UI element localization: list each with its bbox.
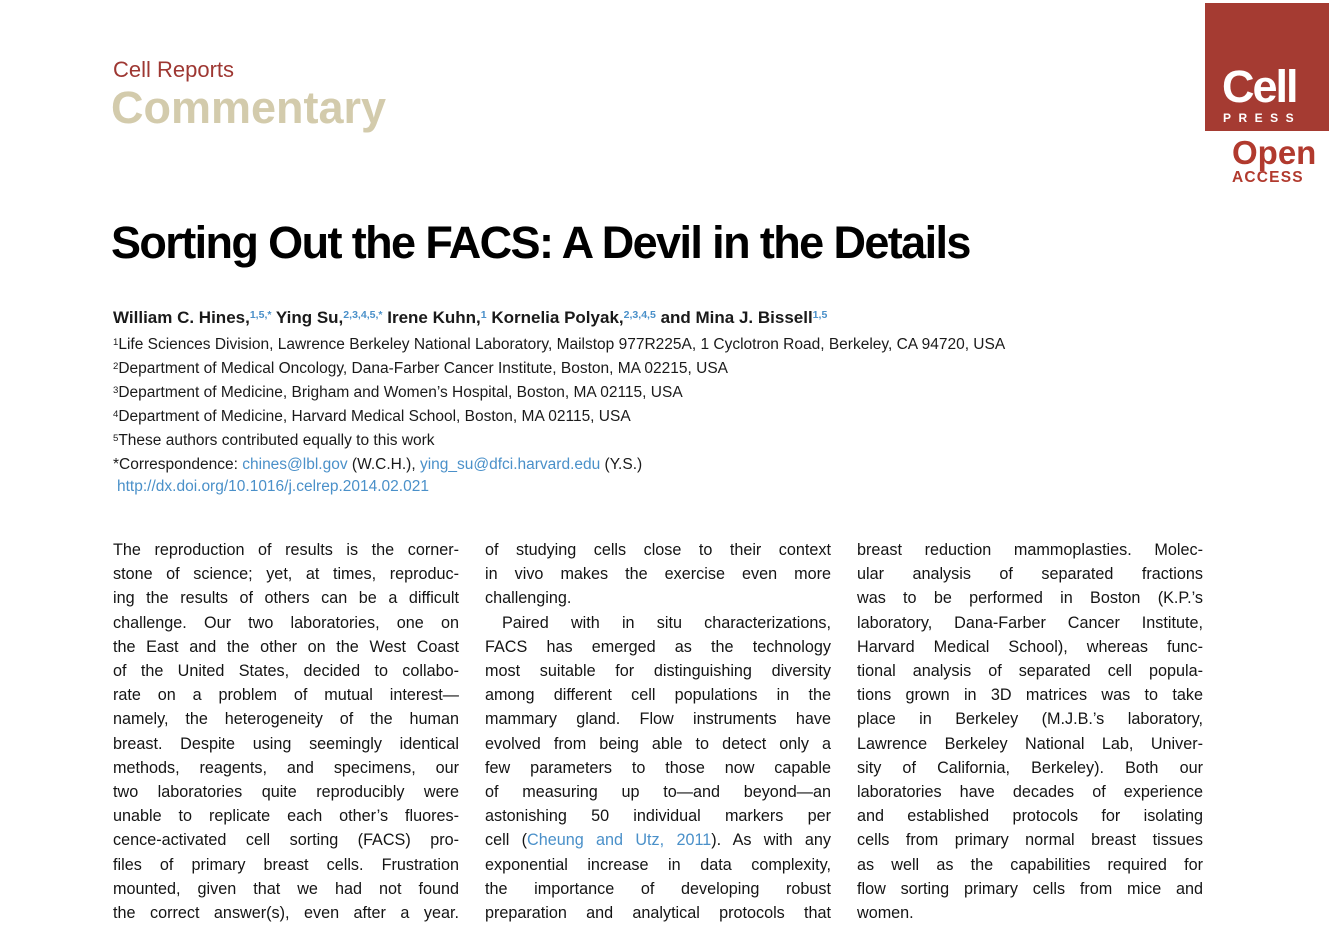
body-line [485, 901, 831, 925]
body-line [857, 780, 1203, 804]
email-link-chines[interactable]: chines@lbl.gov [242, 456, 348, 473]
superscript: 2,3,4,5,* [343, 309, 383, 322]
doi-line [113, 476, 1213, 498]
body-line [485, 732, 831, 756]
article-title: Sorting Out the FACS: A Devil in the Details [111, 217, 970, 268]
affiliation-line [113, 406, 1213, 430]
body-line [485, 683, 831, 707]
press-logo-text: PRESS [1223, 111, 1302, 125]
body-line [857, 828, 1203, 852]
text-segment: (Y.S.) [600, 456, 643, 473]
text-segment: flow sorting primary cells from mice and [857, 879, 1203, 898]
text-segment: of studying cells close to their context [485, 541, 831, 559]
superscript: 1 [480, 309, 487, 322]
body-line [113, 586, 459, 610]
text-segment: files of primary breast cells. Frustration [113, 855, 459, 874]
body-line [113, 659, 459, 683]
body-line [113, 780, 459, 804]
text-segment: Harvard Medical School), whereas func- [857, 637, 1203, 656]
body-line [857, 538, 1203, 562]
text-segment: namely, the heterogeneity of the human [113, 710, 459, 729]
text-segment: methods, reagents, and specimens, our [113, 758, 459, 777]
text-segment: women. [857, 904, 914, 923]
author-line [113, 308, 1203, 328]
body-line [113, 901, 459, 925]
body-line [485, 635, 831, 659]
body-line [113, 683, 459, 707]
affiliation-list [113, 334, 1213, 454]
text-segment: the importance of developing robust [485, 879, 831, 898]
text-segment: astonishing 50 individual markers per [485, 807, 831, 826]
text-segment: stone of science; yet, at times, reproduc- [113, 565, 459, 584]
citation-link[interactable]: Cheung and Utz, 2011 [527, 831, 712, 850]
text-segment: laboratory, Dana-Farber Cancer Institute, [857, 613, 1203, 632]
text-segment: two laboratories quite reproducibly were [113, 783, 459, 802]
text-segment: challenging. [485, 589, 572, 608]
body-line [857, 562, 1203, 586]
text-segment: of the United States, decided to collabo- [113, 662, 459, 681]
text-segment: rate on a problem of mutual interest— [113, 686, 459, 705]
text-segment: Irene Kuhn, [382, 308, 481, 327]
journal-name: Cell Reports [113, 57, 235, 82]
body-line [113, 853, 459, 877]
text-segment: cell ( [485, 831, 527, 850]
text-segment: was to be performed in Boston (K.P.’s [857, 589, 1203, 608]
text-segment: the East and the other on the West Coast [113, 637, 459, 656]
body-line [485, 659, 831, 683]
body-line [113, 804, 459, 828]
body-line [113, 732, 459, 756]
text-segment: The reproduction of results is the corner- [113, 541, 459, 559]
text-segment: tional analysis of separated cell popula- [857, 662, 1203, 681]
text-segment: *Correspondence: [113, 456, 243, 473]
body-line [485, 538, 831, 562]
affiliation-line [113, 430, 1213, 454]
body-line [857, 756, 1203, 780]
text-segment: mounted, given that we had not found [113, 879, 459, 898]
text-segment: evolved from being able to detect only a [485, 734, 831, 753]
text-segment: exponential increase in data complexity, [485, 855, 831, 874]
body-line [485, 853, 831, 877]
body-line [113, 707, 459, 731]
text-segment: in vivo makes the exercise even more [485, 565, 831, 584]
text-segment: breast reduction mammoplasties. Molec- [857, 541, 1203, 559]
superscript: 1,5 [812, 309, 828, 322]
body-line [485, 780, 831, 804]
email-link-yingsu[interactable]: ying_su@dfci.harvard.edu [419, 456, 601, 473]
correspondence-line [113, 454, 1213, 476]
superscript: 5 [113, 432, 119, 444]
body-line [857, 804, 1203, 828]
text-segment: (W.C.H.), [347, 456, 420, 473]
superscript: 1,5,* [249, 309, 272, 322]
text-segment: ular analysis of separated fractions [857, 565, 1203, 584]
body-line [113, 562, 459, 586]
body-line [485, 804, 831, 828]
body-line [113, 828, 459, 852]
text-segment: tions grown in 3D matrices was to take [857, 686, 1203, 705]
body-line [113, 611, 459, 635]
text-segment: preparation and analytical protocols that [485, 904, 831, 923]
affiliation-line [113, 382, 1213, 406]
text-segment: Lawrence Berkeley National Lab, Univer- [857, 734, 1203, 753]
body-line [113, 756, 459, 780]
superscript: 4 [113, 408, 119, 420]
body-line [857, 659, 1203, 683]
body-line [485, 877, 831, 901]
superscript: 1 [113, 336, 119, 348]
body-column-2 [485, 538, 831, 925]
text-segment: mammary gland. Flow instruments have [485, 710, 831, 729]
text-segment: most suitable for distinguishing diversity [485, 662, 831, 681]
superscript: 3 [113, 384, 119, 396]
text-segment: as well as the capabilities required for [857, 855, 1203, 874]
body-line [857, 853, 1203, 877]
text-segment: unable to replicate each other’s fluores- [113, 807, 459, 826]
body-line [485, 586, 831, 610]
body-line [857, 732, 1203, 756]
body-column-1 [113, 538, 459, 925]
text-segment: ing the results of others can be a difficult [113, 589, 459, 608]
body-line [857, 611, 1203, 635]
text-segment: challenge. Our two laboratories, one on [113, 613, 459, 632]
affiliation-line [113, 334, 1213, 358]
text-segment: and established protocols for isolating [857, 807, 1203, 826]
body-line [113, 635, 459, 659]
body-line [857, 635, 1203, 659]
text-segment: Department of Medicine, Harvard Medical School, Boston, MA 02115, USA [118, 408, 631, 425]
text-segment: Life Sciences Division, Lawrence Berkeley National Laboratory, Mailstop 977R225A, 1 Cyclotron Road, Berkeley, CA 94720, USA [118, 336, 1006, 353]
body-column-3 [857, 538, 1203, 925]
body-line [857, 707, 1203, 731]
text-segment: ). As with any [711, 831, 831, 850]
doi-link[interactable]: http://dx.doi.org/10.1016/j.celrep.2014.02.021 [117, 478, 429, 495]
text-segment: of measuring up to—and beyond—an [485, 783, 831, 802]
text-segment: the correct answer(s), even after a year. [113, 904, 459, 923]
body-line [485, 562, 831, 586]
superscript: 2,3,4,5 [623, 309, 656, 322]
affiliation-line [113, 358, 1213, 382]
body-line [857, 877, 1203, 901]
article-type-label: Commentary [111, 82, 387, 133]
text-segment: These authors contributed equally to this work [118, 432, 435, 449]
text-segment: Paired with in situ characterizations, [502, 613, 831, 632]
text-segment: sity of California, Berkeley). Both our [857, 758, 1203, 777]
text-segment: FACS has emerged as the technology [485, 637, 831, 656]
superscript: 2 [113, 360, 119, 372]
body-line [485, 707, 831, 731]
text-segment: Kornelia Polyak, [486, 308, 624, 327]
cellpress-logo [1205, 3, 1329, 131]
text-segment: laboratories have decades of experience [857, 783, 1203, 802]
cell-logo-text: Cell [1222, 61, 1297, 112]
text-segment: breast. Despite using seemingly identical [113, 734, 459, 753]
text-segment: William C. Hines, [113, 308, 250, 327]
text-segment: Department of Medicine, Brigham and Women’s Hospital, Boston, MA 02115, USA [118, 384, 683, 401]
body-line [857, 901, 1203, 925]
body-line [857, 683, 1203, 707]
body-line [113, 538, 459, 562]
body-line [857, 586, 1203, 610]
text-segment: Department of Medical Oncology, Dana-Farber Cancer Institute, Boston, MA 02215, USA [118, 360, 729, 377]
body-line [113, 877, 459, 901]
text-segment: and Mina J. Bissell [655, 308, 813, 327]
body-line [485, 756, 831, 780]
text-segment: few parameters to those now capable [485, 758, 831, 777]
open-access-access-text: ACCESS [1232, 169, 1304, 186]
text-segment: among different cell populations in the [485, 686, 831, 705]
open-access-open-text: Open [1232, 134, 1317, 171]
text-segment: place in Berkeley (M.J.B.’s laboratory, [857, 710, 1203, 729]
text-segment: cells from primary normal breast tissues [857, 831, 1203, 850]
text-segment: Ying Su, [271, 308, 344, 327]
body-line [485, 828, 831, 852]
affiliations-block [113, 334, 1213, 498]
body-line [485, 611, 831, 635]
text-segment: cence-activated cell sorting (FACS) pro- [113, 831, 459, 850]
